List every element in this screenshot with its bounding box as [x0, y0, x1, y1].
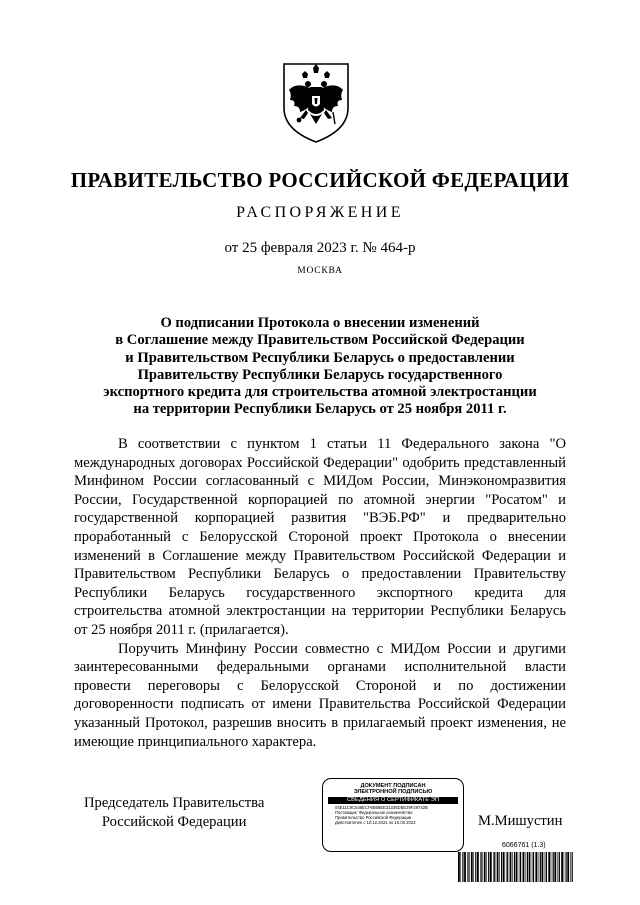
- barcode-bar: [527, 852, 528, 882]
- barcode-bar: [490, 852, 492, 882]
- barcode-bar: [548, 852, 550, 882]
- barcode-bar: [564, 852, 565, 882]
- barcode-bar: [540, 852, 541, 882]
- barcode-bar: [542, 852, 544, 882]
- stamp-issuer: Поставщик: Федеральное казначейство: [335, 809, 413, 815]
- barcode-bar: [529, 852, 531, 882]
- barcode-bar: [554, 852, 556, 882]
- stamp-validity: Действителен с 10.12.2021 по 10.03.2023: [335, 820, 416, 826]
- body-paragraph: Поручить Минфину России совместно с МИДом России и другими заинтересованными федеральными органами исполнительной власти провести переговоры с Белорусской Стороной и по достижении договоренности подписать от имени Правительства Российской Федерации указанный Протокол, разрешив вносить в прилагаемый проект изменения, не имеющие принципиального характера.: [74, 640, 566, 750]
- barcode-bar: [468, 852, 469, 882]
- barcode-bar: [499, 852, 500, 882]
- body-paragraph: В соответствии с пунктом 1 статьи 11 Федерального закона "О международных договорах Российской Федерации" одобрить представленный Минфином России согласованный с МИДом России, Минэкономразвития России, Государственной корпорацией по атомной энергии "Росатом" и государственной корпорацией развития "ВЭБ.РФ" и предварительно проработанный с Белорусской Стороной проект Протокола о внесении изменений в Соглашение между Правительством Российской Федерации и Правительством Республики Беларусь о предоставлении Правительству Республики Беларусь государственного экспортного кредита для строительства атомной электростанции на территории Республики Беларусь от 25 ноября 2011 г. (прилагается).: [74, 436, 566, 638]
- barcode-bar: [493, 852, 494, 882]
- barcode-bar: [523, 852, 525, 882]
- signatory-name: М.Мишустин: [478, 813, 563, 829]
- barcode-bar: [551, 852, 552, 882]
- barcode-bar: [512, 852, 513, 882]
- barcode-bar: [553, 852, 554, 882]
- document-type: РАСПОРЯЖЕНИЕ: [236, 204, 404, 221]
- stamp-title-line: ЭЛЕКТРОННОЙ ПОДПИСЬЮ: [353, 789, 433, 796]
- barcode-bar: [566, 852, 567, 882]
- subject-line: и Правительством Республики Беларусь о предоставлении: [125, 349, 515, 366]
- subject-line: экспортного кредита для строительства атомной электростанции: [103, 384, 537, 401]
- barcode-bar: [507, 852, 508, 882]
- barcode-bar: [497, 852, 499, 882]
- barcode-bar: [503, 852, 505, 882]
- document-subject: [60, 315, 580, 419]
- stamp-serial: 04E11C9C546ECF6B68EE31335DBE39F29742B: [335, 804, 428, 810]
- barcode-bar: [545, 852, 546, 882]
- barcode-bar: [514, 852, 515, 882]
- barcode-bar: [486, 852, 487, 882]
- signatory-position-line: Председатель Правительства: [84, 795, 265, 811]
- barcode-bar: [484, 852, 486, 882]
- barcode-bar: [462, 852, 463, 882]
- subject-line: на территории Республики Беларусь от 25 ноября 2011 г.: [133, 401, 507, 418]
- document-city: МОСКВА: [297, 266, 343, 276]
- barcode-bar: [538, 852, 539, 882]
- barcode-bar: [475, 852, 476, 882]
- stamp-title: [323, 783, 463, 796]
- barcode-bar: [458, 852, 460, 882]
- stamp-title-line: ДОКУМЕНТ ПОДПИСАН: [360, 783, 426, 789]
- barcode-bar: [480, 852, 481, 882]
- barcode-bar: [520, 852, 521, 882]
- state-emblem-icon: [280, 60, 352, 144]
- barcode-bar: [506, 852, 507, 882]
- barcode: [458, 852, 576, 882]
- barcode-bar: [525, 852, 526, 882]
- stamp-certificate-header: СВЕДЕНИЯ О СЕРТИФИКАТЕ ЭП: [328, 797, 458, 804]
- barcode-bar: [473, 852, 474, 882]
- barcode-bar: [546, 852, 547, 882]
- barcode-bar: [567, 852, 569, 882]
- document-body: [74, 435, 566, 751]
- barcode-bar: [471, 852, 473, 882]
- document-code: 6066761 (1.3): [502, 842, 546, 849]
- subject-line: О подписании Протокола о внесении изменений: [160, 315, 480, 331]
- barcode-bar: [533, 852, 534, 882]
- document-date-number: от 25 февраля 2023 г. № 464-р: [224, 240, 416, 256]
- government-title: ПРАВИТЕЛЬСТВО РОССИЙСКОЙ ФЕДЕРАЦИИ: [70, 168, 570, 192]
- barcode-bar: [516, 852, 518, 882]
- barcode-bar: [559, 852, 560, 882]
- barcode-bar: [488, 852, 489, 882]
- stamp-owner: Правительство Российской Федерации: [335, 815, 412, 820]
- electronic-signature-stamp: [322, 778, 464, 852]
- barcode-bar: [535, 852, 537, 882]
- barcode-bar: [481, 852, 482, 882]
- signatory-position-line: Российской Федерации: [101, 814, 247, 830]
- barcode-bar: [501, 852, 502, 882]
- barcode-bar: [532, 852, 533, 882]
- barcode-bar: [561, 852, 563, 882]
- barcode-bar: [467, 852, 468, 882]
- barcode-bar: [494, 852, 495, 882]
- barcode-bar: [460, 852, 461, 882]
- barcode-bar: [572, 852, 573, 882]
- barcode-bar: [477, 852, 479, 882]
- barcode-bar: [510, 852, 512, 882]
- barcode-bar: [558, 852, 559, 882]
- subject-line: в Соглашение между Правительством Российской Федерации: [115, 332, 525, 349]
- subject-line: Правительству Республики Беларусь государственного: [137, 366, 503, 383]
- barcode-bar: [519, 852, 520, 882]
- barcode-bar: [464, 852, 466, 882]
- barcode-bar: [570, 852, 571, 882]
- signatory-position: [84, 794, 264, 832]
